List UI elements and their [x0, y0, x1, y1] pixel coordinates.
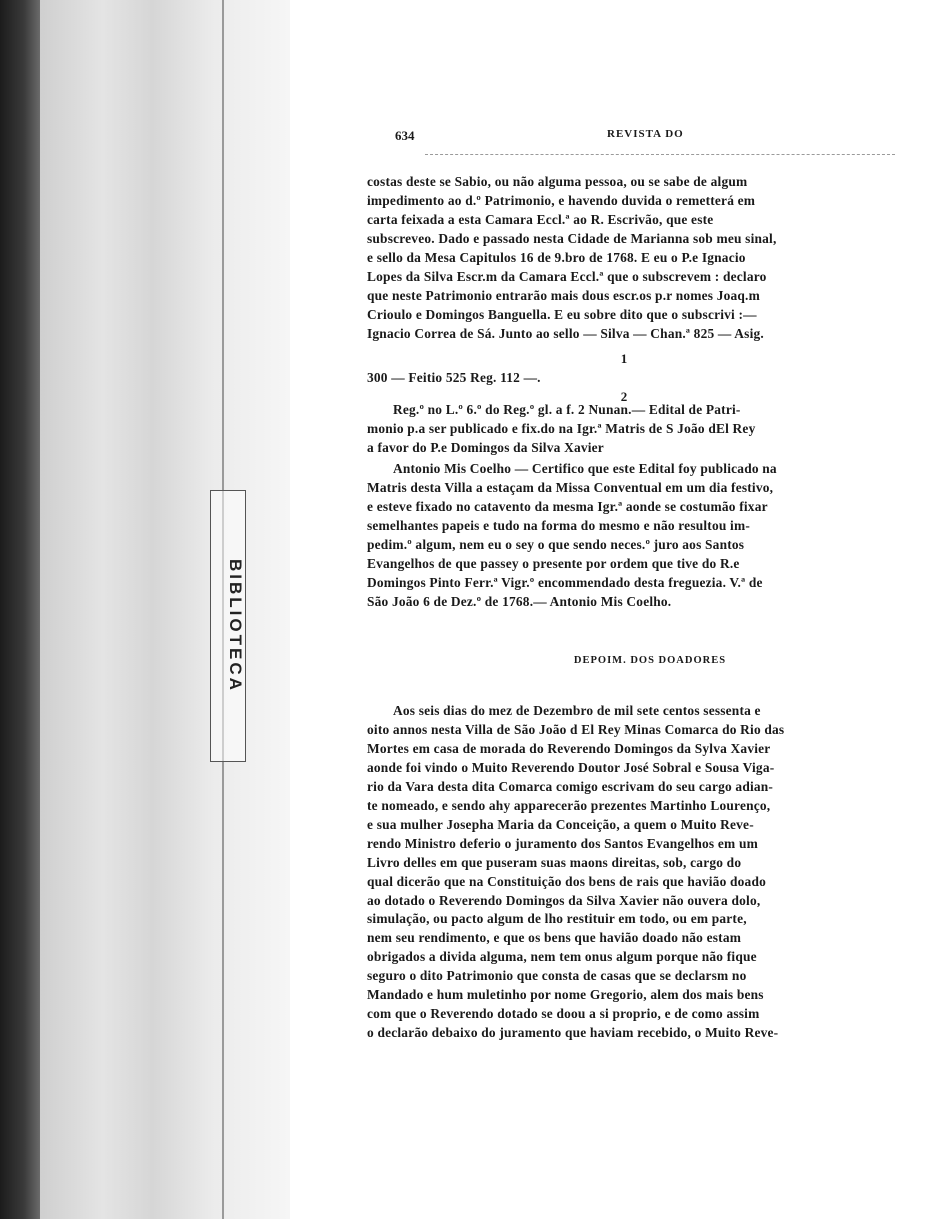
text-line: rio da Vara desta dita Comarca comigo escrivam do seu cargo adian- — [367, 778, 774, 794]
paragraph-block-3 — [367, 460, 777, 612]
text-line: aonde foi vindo o Muito Reverendo Doutor José Sobral e Sousa Viga- — [367, 759, 775, 775]
library-stamp — [210, 490, 246, 762]
text-line: que neste Patrimonio entrarão mais dous escr.os p.r nomes Joaq.m — [367, 287, 760, 303]
text-line: Mandado e hum muletinho por nome Gregorio, alem dos mais bens — [367, 987, 764, 1003]
text-line: Livro delles em que puseram suas maons direitas, sob, cargo do — [367, 854, 742, 870]
text-line: a favor do P.e Domingos da Silva Xavier — [367, 439, 604, 455]
text-line: ao dotado o Reverendo Domingos da Silva Xavier não ouvera dolo, — [367, 892, 761, 908]
fraction-numerator: 1 — [620, 351, 628, 366]
fraction — [614, 350, 634, 406]
text-line: rendo Ministro deferio o juramento dos Santos Evangelhos em um — [367, 835, 758, 851]
paragraph-block-4 — [367, 702, 784, 1043]
text-line: pedim.º algum, nem eu o sey o que sendo neces.º juro aos Santos — [367, 536, 745, 552]
text-line: Matris desta Villa a estaçam da Missa Conventual em um dia festivo, — [367, 479, 774, 495]
text-line: carta feixada a esta Camara Eccl.ª ao R. Escrivão, que este — [367, 211, 714, 227]
text-line: Ignacio Correa de Sá. Junto ao sello — Silva — Chan.ª 825 — Asig. — [367, 325, 764, 341]
text-line: semelhantes papeis e tudo na forma do mesmo e não resultou im- — [367, 517, 750, 533]
text-line: o declarão debaixo do juramento que haviam recebido, o Muito Reve- — [367, 1025, 779, 1041]
text-line: Lopes da Silva Escr.m da Camara Eccl.ª que o subscrevem : declaro — [367, 268, 767, 284]
text-line: impedimento ao d.º Patrimonio, e havendo duvida o remetterá em — [367, 192, 756, 208]
text-line: e esteve fixado no catavento da mesma Igr.ª aonde se costumão fixar — [367, 498, 768, 514]
book-binding-gutter — [40, 0, 290, 1219]
running-title: REVISTA DO — [607, 128, 684, 140]
text-line: e sua mulher Josepha Maria da Conceição, a quem o Muito Reve- — [367, 816, 754, 832]
text-line: Domingos Pinto Ferr.ª Vigr.º encommendado desta freguezia. V.ª de — [367, 574, 763, 590]
text-line: Reg.º no L.º 6.º do Reg.º gl. a f. 2 Nunan.— Edital de Patri- — [393, 402, 741, 417]
text-line: obrigados a divida alguma, nem tem onus algum porque não fique — [367, 949, 757, 965]
header-rule — [425, 154, 895, 155]
text-line: Aos seis dias do mez de Dezembro de mil sete centos sessenta e — [393, 703, 761, 718]
text-line: seguro o dito Patrimonio que consta de casas que se declarsm no — [367, 968, 747, 984]
text-line: oito annos nesta Villa de São João d El Rey Minas Comarca do Rio das — [367, 721, 785, 737]
text-line: costas deste se Sabio, ou não alguma pessoa, ou se sabe de algum — [367, 174, 748, 189]
text-line: 300 — Feitio 525 Reg. 112 —. — [367, 370, 541, 385]
text-line: subscreveo. Dado e passado nesta Cidade de Marianna sob meu sinal, — [367, 230, 777, 246]
library-stamp-text: BIBLIOTECA — [226, 559, 245, 693]
text-line: monio p.a ser publicado e fix.do na Igr.ª Matris de S João dEl Rey — [367, 420, 756, 436]
text-line: São João 6 de Dez.º de 1768.— Antonio Mis Coelho. — [367, 593, 672, 609]
scan-dark-edge — [0, 0, 40, 1219]
paragraph-block-2 — [367, 401, 755, 458]
page-header — [385, 128, 909, 148]
page-number: 634 — [395, 128, 415, 143]
text-line: qual dicerão que na Constituição dos bens de rais que havião doado — [367, 873, 766, 889]
text-line: nem seu rendimento, e que os bens que havião doado não estam — [367, 930, 742, 946]
paragraph-block-1 — [367, 173, 777, 344]
text-line: te nomeado, e sendo ahy apparecerão prezentes Martinho Lourenço, — [367, 797, 771, 813]
text-line: Evangelhos de que passey o presente por ordem que tive do R.e — [367, 555, 740, 571]
section-heading: DEPOIM. DOS DOADORES — [573, 655, 727, 666]
text-line: Crioulo e Domingos Banguella. E eu sobre dito que o subscrivi :— — [367, 306, 757, 322]
text-line: com que o Reverendo dotado se doou a si proprio, e de como assim — [367, 1006, 760, 1022]
text-line: Mortes em casa de morada do Reverendo Domingos da Sylva Xavier — [367, 740, 771, 756]
text-line: simulação, ou pacto algum de lho restituir em todo, ou em parte, — [367, 911, 747, 927]
paragraph-block-1-tail — [367, 369, 541, 388]
text-line: e sello da Mesa Capitulos 16 de 9.bro de 1768. E eu o P.e Ignacio — [367, 249, 746, 265]
text-line: Antonio Mis Coelho — Certifico que este Edital foy publicado na — [393, 461, 777, 476]
fraction-denominator: 2 — [620, 389, 628, 404]
